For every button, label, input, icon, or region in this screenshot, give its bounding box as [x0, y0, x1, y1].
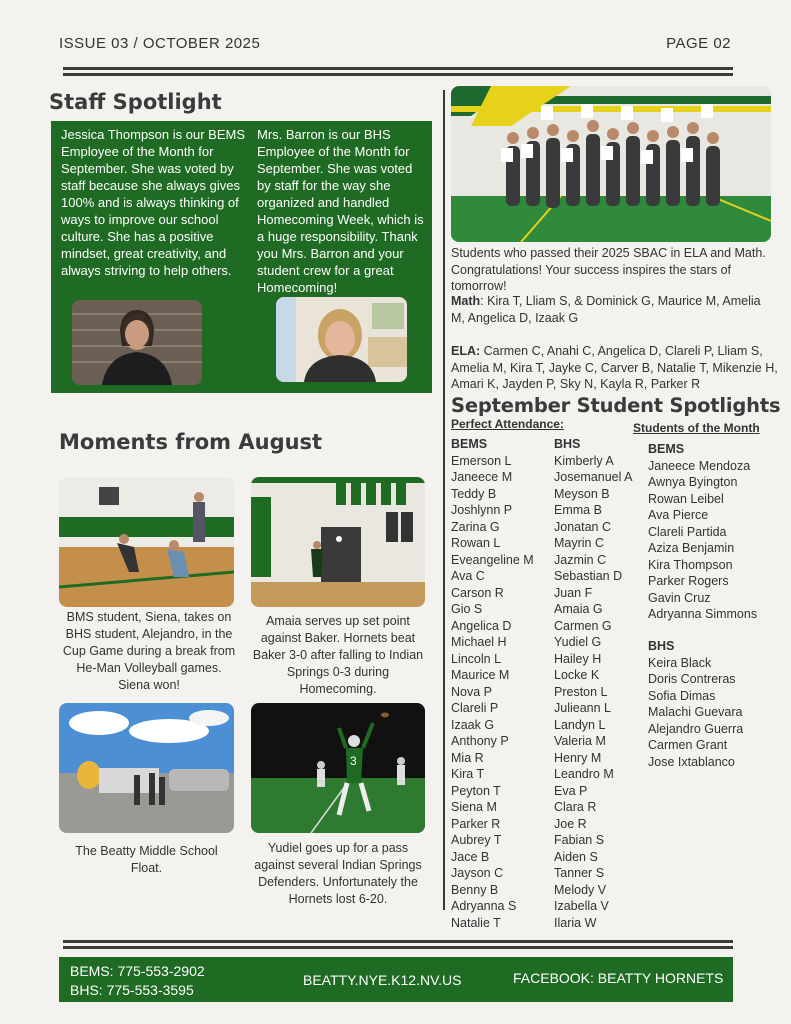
attendance-bems-name: Maurice M — [451, 668, 510, 682]
attendance-bhs-name: Julieann L — [554, 701, 611, 715]
attendance-bhs-name: Locke K — [554, 668, 600, 682]
issue-label: ISSUE 03 / OCTOBER 2025 — [59, 35, 261, 52]
som-bhs-list — [648, 638, 743, 770]
attendance-bems-name: Rowan L — [451, 536, 501, 550]
perfect-attendance-bhs-list — [554, 436, 633, 931]
som-bems-name: Aziza Benjamin — [648, 541, 735, 555]
som-bems-list — [648, 441, 757, 623]
som-bhs-name: Keira Black — [648, 655, 712, 670]
attendance-bems-name: Carson R — [451, 585, 504, 600]
attendance-bhs-name: Leandro M — [554, 767, 614, 781]
sbac-caption: Students who passed their 2025 SBAC in ELA and Math. Congratulations! Your success inspires the stars of tomorrow! — [451, 246, 766, 293]
attendance-bems-name: Joshlynn P — [451, 503, 513, 517]
attendance-bhs-name: Fabian S — [554, 833, 605, 847]
attendance-bhs-name: Clara R — [554, 800, 597, 814]
som-bems-name: Gavin Cruz — [648, 590, 711, 605]
ela-names: Carmen C, Anahi C, Angelica D, Clareli P, Lliam S, Amelia M, Kira T, Jayke C, Carver B, Natalie T, Mikenzie H, Amari K, Jayden P, Sky N, Kayla R, Parker R — [451, 344, 778, 391]
perfect-attendance-bems-list — [451, 436, 534, 931]
attendance-bhs-name: Melody V — [554, 882, 607, 897]
attendance-bems-name: Lincoln L — [451, 651, 502, 666]
attendance-bems-name: Ava C — [451, 569, 485, 583]
moment-caption-4: Yudiel goes up for a pass against several Indian Springs Defenders. Unfortunately the Hornets lost 6-20. — [254, 841, 422, 906]
attendance-bems-name: Aubrey T — [451, 833, 502, 847]
attendance-bhs-name: Sebastian D — [554, 569, 623, 583]
student-spotlights-title: September Student Spotlights — [451, 394, 781, 417]
attendance-bhs-name: Preston L — [554, 684, 608, 699]
attendance-bhs-name: Tanner S — [554, 866, 605, 880]
float-photo — [59, 703, 234, 833]
math-names: : Kira T, Lliam S, & Dominick G, Maurice M, Amelia M, Angelica D, Izaak G — [451, 294, 761, 325]
sbac-ela-line — [451, 343, 783, 393]
som-bems-name: Adryanna Simmons — [648, 607, 758, 621]
website-link[interactable]: BEATTY.NYE.K12.NV.US — [303, 972, 462, 988]
attendance-bems-name: Angelica D — [451, 618, 512, 633]
moment-caption-1: BMS student, Siena, takes on BHS student, Alejandro, in the Cup Game during a break from He-Man Volleyball games. Siena won! — [62, 610, 236, 692]
som-bhs-name: Carmen Grant — [648, 738, 728, 752]
attendance-bems-name: Anthony P — [451, 734, 509, 748]
cup-game-photo — [59, 477, 234, 607]
attendance-bhs-name: Izabella V — [554, 899, 609, 913]
attendance-bhs-name: Joe R — [554, 816, 587, 831]
pa-bhs-label: BHS — [554, 437, 581, 451]
attendance-bhs-name: Meyson B — [554, 486, 610, 501]
som-bhs-name: Doris Contreras — [648, 672, 736, 686]
attendance-bems-name: Teddy B — [451, 486, 497, 501]
sbac-math-line — [451, 293, 776, 326]
attendance-bems-name: Jayson C — [451, 866, 504, 880]
som-bems-name: Rowan Leibel — [648, 491, 724, 506]
attendance-bems-name: Gio S — [451, 602, 483, 616]
attendance-bhs-name: Eva P — [554, 783, 588, 798]
attendance-bhs-name: Jonatan C — [554, 519, 611, 534]
footer-phones — [70, 962, 205, 1000]
perfect-attendance-heading: Perfect Attendance: — [451, 417, 564, 431]
attendance-bhs-name: Carmen G — [554, 618, 612, 633]
footer-rule-bottom — [63, 946, 733, 949]
attendance-bhs-name: Juan F — [554, 585, 593, 600]
staff-spotlight-title: Staff Spotlight — [49, 90, 222, 114]
som-bhs-name: Sofia Dimas — [648, 688, 716, 703]
facebook-link[interactable]: FACEBOOK: BEATTY HORNETS — [513, 970, 724, 986]
staff-right-text: Mrs. Barron is our BHS Employee of the Month for September. She was voted by staff for the way she organized and handled Homecoming Week, which is a huge responsibility. Thank you Mrs. Barron and your student crew for a great Homecoming! — [257, 127, 424, 295]
som-bems-name: Parker Rogers — [648, 574, 729, 588]
page-number: PAGE 02 — [666, 35, 731, 52]
attendance-bems-name: Adryanna S — [451, 899, 517, 913]
bhs-phone: BHS: 775-553-3595 — [70, 982, 194, 998]
attendance-bems-name: Clareli P — [451, 701, 499, 715]
attendance-bhs-name: Josemanuel A — [554, 470, 633, 484]
som-bems-name: Kira Thompson — [648, 557, 733, 572]
attendance-bhs-name: Amaia G — [554, 602, 603, 616]
football-pass-photo — [251, 703, 425, 833]
attendance-bhs-name: Ilaria W — [554, 915, 597, 930]
column-divider — [443, 90, 445, 910]
som-bhs-label: BHS — [648, 639, 675, 653]
attendance-bhs-name: Aiden S — [554, 849, 598, 864]
som-bhs-name: Malachi Guevara — [648, 705, 743, 719]
students-of-month-heading: Students of the Month — [633, 421, 760, 435]
som-bems-label: BEMS — [648, 442, 685, 456]
attendance-bhs-name: Landyn L — [554, 717, 606, 732]
staff-left-text: Jessica Thompson is our BEMS Employee of the Month for September. She was voted by staff because she always gives 100% and is always thinking of ways to improve our school culture. She has a positive mindset, great creativity, and always striving to help others. — [61, 127, 245, 278]
attendance-bems-name: Natalie T — [451, 915, 501, 930]
attendance-bems-name: Peyton T — [451, 783, 501, 798]
sbac-group-photo — [451, 86, 771, 242]
attendance-bems-name: Benny B — [451, 882, 499, 897]
pa-bems-label: BEMS — [451, 437, 488, 451]
moment-caption-3: The Beatty Middle School Float. — [75, 844, 218, 875]
attendance-bhs-name: Kimberly A — [554, 453, 614, 468]
attendance-bems-name: Janeece M — [451, 470, 513, 484]
attendance-bhs-name: Henry M — [554, 750, 602, 765]
som-bems-name: Awnya Byington — [648, 475, 738, 489]
moment-caption-2: Amaia serves up set point against Baker. Hornets beat Baker 3-0 after falling to Indian Springs 0-3 during Homecoming. — [252, 614, 424, 696]
header-rule-bottom — [63, 73, 733, 76]
attendance-bhs-name: Hailey H — [554, 651, 602, 666]
jessica-thompson-photo — [72, 300, 202, 385]
mrs-barron-photo — [276, 297, 407, 382]
attendance-bems-name: Izaak G — [451, 717, 495, 732]
header-rule-top — [63, 67, 733, 70]
attendance-bems-name: Nova P — [451, 684, 492, 699]
som-bems-name: Ava Pierce — [648, 508, 709, 522]
attendance-bhs-name: Valeria M — [554, 734, 606, 748]
ela-label: ELA: — [451, 344, 481, 358]
som-bems-name: Janeece Mendoza — [648, 458, 751, 473]
attendance-bems-name: Zarina G — [451, 519, 500, 534]
attendance-bhs-name: Mayrin C — [554, 536, 605, 550]
attendance-bems-name: Michael H — [451, 635, 507, 649]
som-bhs-name: Jose Ixtablanco — [648, 754, 735, 769]
attendance-bems-name: Mia R — [451, 750, 484, 765]
attendance-bems-name: Eveangeline M — [451, 552, 534, 567]
attendance-bems-name: Jace B — [451, 849, 490, 864]
attendance-bems-name: Kira T — [451, 767, 485, 781]
bems-phone: BEMS: 775-553-2902 — [70, 963, 205, 979]
attendance-bems-name: Siena M — [451, 800, 497, 814]
som-bems-name: Clareli Partida — [648, 524, 727, 539]
attendance-bhs-name: Emma B — [554, 503, 602, 517]
footer-rule-top — [63, 940, 733, 943]
moments-title: Moments from August — [59, 430, 323, 454]
attendance-bems-name: Emerson L — [451, 453, 512, 468]
math-label: Math — [451, 294, 481, 308]
attendance-bhs-name: Jazmin C — [554, 552, 607, 567]
volleyball-serve-photo — [251, 477, 425, 607]
som-bhs-name: Alejandro Guerra — [648, 721, 744, 736]
svg-text:3: 3 — [350, 754, 357, 768]
attendance-bems-name: Parker R — [451, 816, 501, 831]
attendance-bhs-name: Yudiel G — [554, 635, 602, 649]
